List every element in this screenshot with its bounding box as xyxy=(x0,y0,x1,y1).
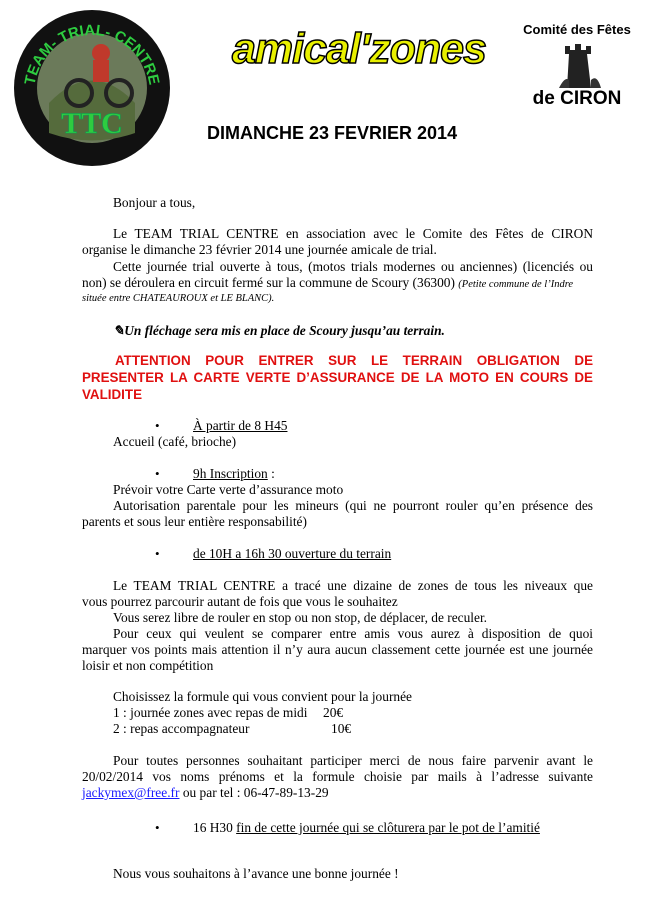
contact-line-1: Pour toutes personnes souhaitant participer merci de nous faire parvenir avant le xyxy=(113,753,593,768)
schedule-4-time: 16 H30 xyxy=(193,820,237,835)
zones-line-3: Vous serez libre de rouler en stop ou non stop, de déplacer, de reculer. xyxy=(113,610,488,625)
signage-note xyxy=(113,323,445,339)
bullet-3: • xyxy=(155,546,160,561)
intro-line-1: Le TEAM TRIAL CENTRE en association avec le Comite des Fêtes de CIRON xyxy=(113,226,593,241)
phone-text: ou par tel : 06-47-89-13-29 xyxy=(179,785,329,800)
zones-line-1: Le TEAM TRIAL CENTRE a tracé une dizaine de zones de tous les niveaux que xyxy=(113,578,593,593)
signage-text: Un fléchage sera mis en place de Scoury jusqu’au terrain. xyxy=(124,323,445,338)
bullet-4: • xyxy=(155,820,160,835)
formula-intro: Choisissez la formule qui vous convient pour la journée xyxy=(113,689,412,704)
closing-line: Nous vous souhaitons à l’avance une bonne journée ! xyxy=(113,866,399,881)
logo-ring-text: TEAM- TRIAL- CENTRE xyxy=(21,21,163,87)
location-note-2: située entre CHATEAUROUX et LE BLANC). xyxy=(82,293,275,304)
event-title: amical'zones xyxy=(232,25,486,73)
team-trial-centre-logo xyxy=(9,8,174,168)
zones-line-4: Pour ceux qui veulent se comparer entre amis vous aurez à disposition de quoi xyxy=(113,626,593,641)
bullet-1: • xyxy=(155,418,160,433)
schedule-4 xyxy=(193,820,540,836)
contact-line-3 xyxy=(82,785,329,801)
pencil-icon: ✎ xyxy=(113,323,125,338)
warning-line-1: ATTENTION POUR ENTRER SUR LE TERRAIN OBLIGATION DE xyxy=(115,353,593,368)
email-link[interactable]: jackymex@free.fr xyxy=(82,785,180,800)
schedule-4-text: fin de cette journée qui se clôturera par le pot de l’amitié xyxy=(236,820,540,835)
contact-line-2: 20/02/2014 vos noms prénoms et la formule choisie par mails à l’adresse suivante xyxy=(82,769,593,784)
schedule-2-line-1: Prévoir votre Carte verte d’assurance moto xyxy=(113,482,344,497)
warning-line-2: PRESENTER LA CARTE VERTE D’ASSURANCE DE LA MOTO EN COURS DE xyxy=(82,370,593,385)
schedule-2-line-3: parents et sous leur entière responsabilité) xyxy=(82,514,307,529)
schedule-2-title: 9h Inscription : xyxy=(193,466,275,481)
zones-line-2: vous pourrez parcourir autant de fois que vous le souhaitez xyxy=(82,594,398,609)
zones-line-6: loisir et non compétition xyxy=(82,658,214,673)
schedule-1-title: À partir de 8 H45 xyxy=(193,418,288,433)
location-note: (Petite commune de l’Indre xyxy=(458,279,574,290)
logo-initials: TTC xyxy=(61,107,123,140)
description-main: non) se déroulera en circuit fermé sur la commune de Scoury (36300) xyxy=(82,275,459,290)
formula-1-label: 1 : journée zones avec repas de midi xyxy=(113,705,308,720)
bullet-2: • xyxy=(155,466,160,481)
comite-name: Comité des Fêtes xyxy=(523,22,631,37)
description-line-1: Cette journée trial ouverte à tous, (motos trials modernes ou anciennes) (licenciés ou xyxy=(113,259,593,274)
schedule-3-title: de 10H a 16h 30 ouverture du terrain xyxy=(193,546,392,561)
zones-line-5: marquer vos points mais attention il n’y aura aucun classement cette journée est une journée xyxy=(82,642,593,657)
greeting: Bonjour a tous, xyxy=(113,195,196,210)
comite-town: de CIRON xyxy=(532,88,622,109)
formula-2-label: 2 : repas accompagnateur xyxy=(113,721,250,736)
warning-line-3: VALIDITE xyxy=(82,387,143,402)
formula-2-price: 10€ xyxy=(331,721,352,736)
event-date: DIMANCHE 23 FEVRIER 2014 xyxy=(207,123,458,143)
intro-line-2: organise le dimanche 23 février 2014 une journée amicale de trial. xyxy=(82,242,437,257)
schedule-1-text: Accueil (café, brioche) xyxy=(113,434,237,449)
formula-1-price: 20€ xyxy=(323,705,344,720)
schedule-2-line-2: Autorisation parentale pour les mineurs (qui ne pourront rouler qu’en présence des xyxy=(113,498,593,513)
castle-tower-icon xyxy=(555,40,605,88)
